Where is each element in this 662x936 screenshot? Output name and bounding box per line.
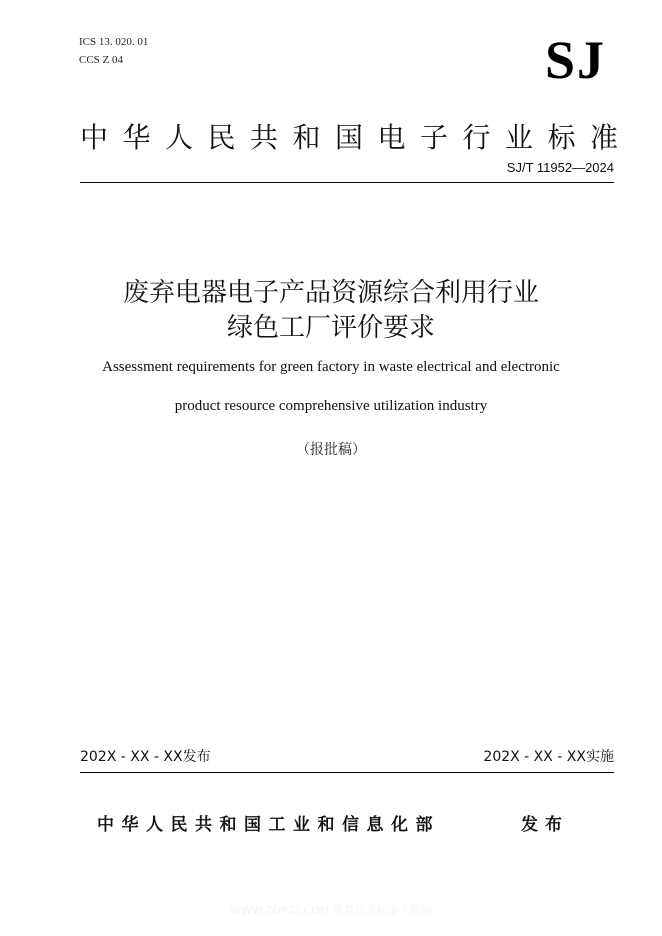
ics-code: ICS 13. 020. 01 xyxy=(79,36,149,48)
issue-date: 202X - XX - XX发布 xyxy=(80,749,211,765)
issuing-authority: 中华人民共和国工业和信息化部 xyxy=(97,815,440,835)
watermark: WWW.ZGPZF.COM 质量技术标准下载网 xyxy=(230,904,432,917)
classification-codes xyxy=(79,33,148,69)
ccs-code: CCS Z 04 xyxy=(79,54,124,66)
title-en-line-1: Assessment requirements for green factory in waste electrical and electronic xyxy=(102,359,560,375)
title-zh-line-1: 废弃电器电子产品资源综合利用行业 xyxy=(122,278,539,308)
implementation-date: 202X - XX - XX实施 xyxy=(483,749,614,765)
draft-stage: （报批稿） xyxy=(296,442,366,458)
top-divider xyxy=(80,182,614,183)
standard-title: 中华人民共和国电子行业标准 xyxy=(80,121,633,154)
date-row xyxy=(80,746,614,768)
standard-number: SJ/T 11952—2024 xyxy=(506,160,614,175)
issue-label: 发布 xyxy=(521,815,569,835)
document-title-chinese xyxy=(0,276,662,346)
bottom-divider xyxy=(80,772,614,773)
title-en-line-2: product resource comprehensive utilization industry xyxy=(174,398,488,414)
sj-logo: SJ xyxy=(544,30,606,90)
document-title-english xyxy=(0,356,662,417)
title-zh-line-2: 绿色工厂评价要求 xyxy=(226,313,435,343)
